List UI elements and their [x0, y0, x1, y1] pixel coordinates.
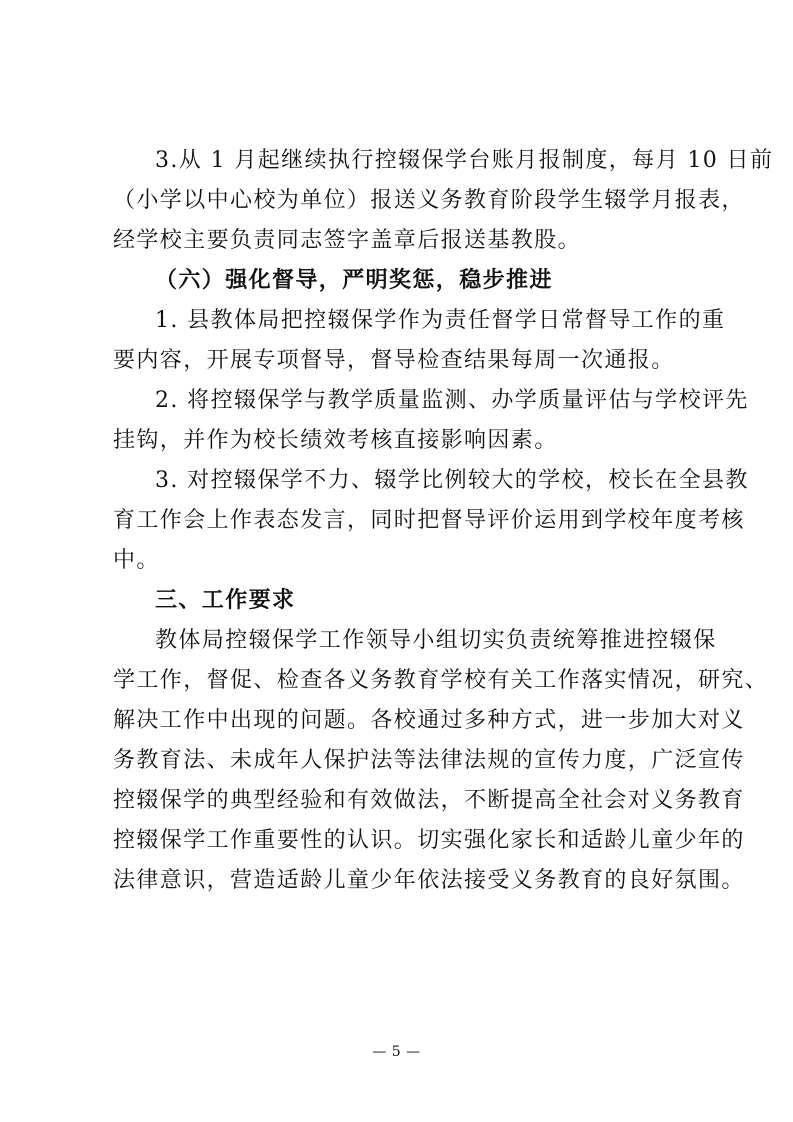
paragraph-line: 法律意识，营造适龄儿童少年依法接受义务教育的良好氛围。 [113, 868, 745, 893]
paragraph-line: （小学以中心校为单位）报送义务教育阶段学生辍学月报表， [113, 188, 745, 213]
paragraph-line: 教体局控辍保学工作领导小组切实负责统筹推进控辍保 [155, 628, 717, 653]
paragraph-line: 控辍保学的典型经验和有效做法，不断提高全社会对义务教育 [113, 788, 745, 813]
paragraph-line: 解决工作中出现的问题。各校通过多种方式，进一步加大对义 [113, 708, 745, 733]
paragraph-line: 经学校主要负责同志签字盖章后报送基教股。 [113, 228, 582, 253]
section-subheading: （六）强化督导，严明奖惩，稳步推进 [155, 268, 553, 293]
paragraph-line: 控辍保学工作重要性的认识。切实强化家长和适龄儿童少年的 [113, 828, 745, 853]
paragraph-line: 1. 县教体局把控辍保学作为责任督学日常督导工作的重 [155, 308, 726, 333]
page-number: — 5 — [372, 1044, 421, 1060]
paragraph-line: 务教育法、未成年人保护法等法律法规的宣传力度，广泛宣传 [113, 748, 745, 773]
paragraph-line: 3.从 1 月起继续执行控辍保学台账月报制度，每月 10 日前 [155, 148, 774, 173]
paragraph-line: 挂钩，并作为校长绩效考核直接影响因素。 [113, 428, 558, 453]
paragraph-line: 中。 [113, 548, 160, 573]
paragraph-line: 要内容，开展专项督导，督导检查结果每周一次通报。 [113, 348, 675, 373]
paragraph-line: 3. 对控辍保学不力、辍学比例较大的学校，校长在全县教 [155, 468, 749, 493]
paragraph-line: 2. 将控辍保学与教学质量监测、办学质量评估与学校评先 [155, 388, 749, 413]
section-heading: 三、工作要求 [155, 588, 296, 613]
paragraph-line: 学工作，督促、检查各义务教育学校有关工作落实情况，研究、 [113, 668, 769, 693]
paragraph-line: 育工作会上作表态发言，同时把督导评价运用到学校年度考核 [113, 508, 745, 533]
